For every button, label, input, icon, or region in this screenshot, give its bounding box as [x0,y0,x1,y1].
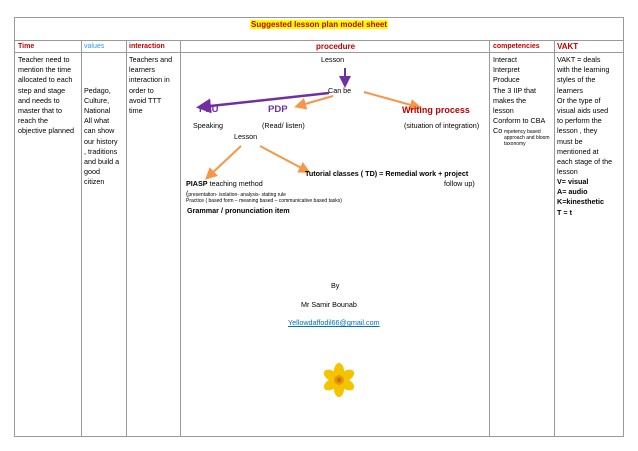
procedure-arrows [15,18,623,436]
arrow-to-piasp [208,146,241,177]
author-label: Mr Samir Bounab [301,300,357,309]
piasp-rest: teaching method [207,179,263,188]
competencies-cba-note: mpetency based approach and bloom taxonomy [504,129,550,147]
header-vakt: VAKT [557,42,579,51]
author-email-link[interactable]: Yellowdaffodil66@gmail.com [288,318,380,327]
vakt-description: VAKT = deals with the learning styles of the learners Or the type of visual aids used to perform the lesson , they must be mentioned at each stage of the lesson [557,55,613,177]
piasp-label [186,179,263,188]
header-time: Time [18,43,35,50]
header-values: values [84,43,105,50]
ppu-label: PPU [199,104,219,115]
read-listen-label: (Read/ listen) [262,121,305,130]
header-interaction: interaction [129,43,165,50]
by-label: By [331,281,340,290]
lesson-mid-label: Lesson [234,132,258,141]
competencies-co: Co [493,126,503,135]
tutorial-label: Tutorial classes ( TD) = Remedial work + project [305,169,469,178]
competencies-description: Interact Interpret Produce The 3 IIP that makes the lesson Conform to CBA [493,55,546,126]
piasp-detail-line [186,189,286,198]
speaking-label: Speaking [193,121,223,130]
lesson-top-label: Lesson [321,55,345,64]
situation-label: (situation of integration) [404,121,480,130]
pdp-label: PDP [268,104,288,115]
piasp-paren: ( [186,189,189,198]
vakt-legend: V= visual A= audio K=kinesthetic T = t [557,177,604,217]
writing-process-label: Writing process [402,105,470,115]
lesson-plan-sheet [14,17,624,437]
arrow-to-pdp [298,96,333,106]
arrow-to-ppu [201,93,329,107]
follow-up-label: follow up) [444,179,475,188]
piasp-detail: presentation- isolation- analysis- stating rule [188,192,286,198]
interaction-description: Teachers and learners interaction in order to avoid TTT time [129,55,173,116]
values-description: Pedago, Culture, National All what can show our history , traditions and build a good citizen [84,85,120,187]
arrow-to-tutorial [260,146,307,171]
can-be-label: Can be [328,86,352,95]
piasp-bold: PIASP [186,179,208,188]
time-description: Teacher need to mention the time allocated to each step and stage and needs to master that to reach the objective planned [18,55,74,136]
header-procedure: procedure [316,42,356,51]
practice-label: Practice ( based form – meaning based – communicative based tasks) [186,198,342,204]
header-competencies: competencies [493,43,540,50]
grammar-label: Grammar / pronunciation item [187,206,290,215]
daffodil-icon [321,363,357,397]
sheet-title-text: Suggested lesson plan model sheet [250,20,388,29]
